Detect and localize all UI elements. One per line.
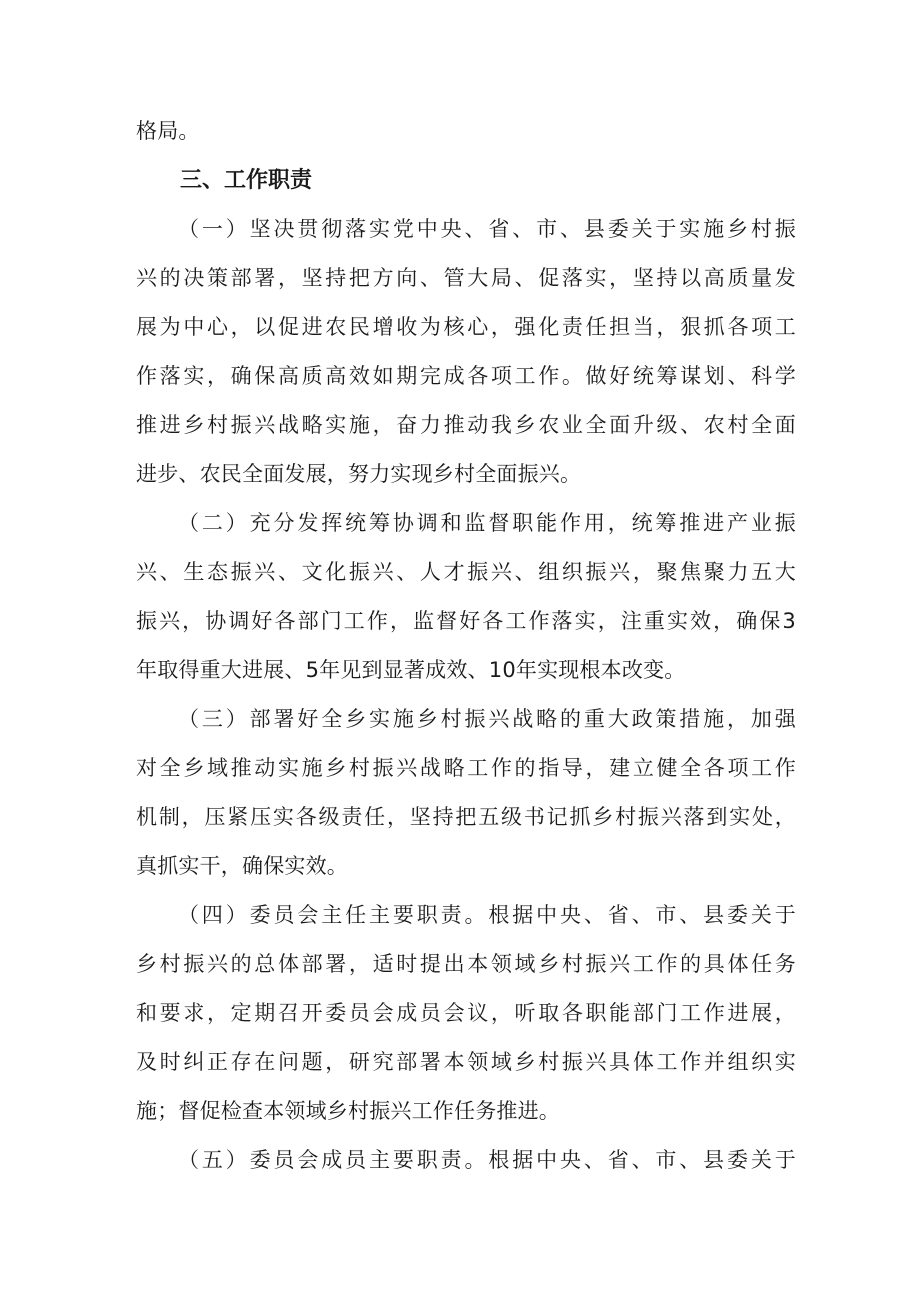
text-line: （三）部署好全乡实施乡村振兴战略的重大政策措施，加强 — [178, 707, 796, 731]
text-line: 格局。 — [136, 119, 200, 143]
text-line: 进步、农民全面发展，努力实现乡村全面振兴。 — [136, 462, 582, 486]
text-line: 和要求，定期召开委员会成员会议，听取各职能部门工作进展， — [136, 1001, 796, 1025]
text-line: 年取得重大进展、5年见到显著成效、10年实现根本改变。 — [136, 658, 686, 682]
text-line: 机制，压紧压实各级责任，坚持把五级书记抓乡村振兴落到实处， — [136, 805, 796, 829]
text-line: （四）委员会主任主要职责。根据中央、省、市、县委关于 — [178, 903, 796, 927]
text-line: （五）委员会成员主要职责。根据中央、省、市、县委关于 — [178, 1148, 796, 1172]
text-line: 乡村振兴的总体部署，适时提出本领域乡村振兴工作的具体任务 — [136, 952, 796, 976]
text-line: 振兴，协调好各部门工作，监督好各工作落实，注重实效，确保3 — [136, 609, 796, 633]
text-line: 施；督促检查本领域乡村振兴工作任务推进。 — [136, 1099, 560, 1123]
text-line: 推进乡村振兴战略实施，奋力推动我乡农业全面升级、农村全面 — [136, 413, 796, 437]
text-line: 兴、生态振兴、文化振兴、人才振兴、组织振兴，聚焦聚力五大 — [136, 560, 796, 584]
text-line: （二）充分发挥统筹协调和监督职能作用，统筹推进产业振 — [178, 511, 796, 535]
text-line: （一）坚决贯彻落实党中央、省、市、县委关于实施乡村振 — [178, 217, 796, 241]
section-heading: 三、工作职责 — [180, 168, 313, 193]
text-line: 作落实，确保高质高效如期完成各项工作。做好统筹谋划、科学 — [136, 364, 796, 388]
text-line: 及时纠正存在问题，研究部署本领域乡村振兴具体工作并组织实 — [136, 1050, 796, 1074]
text-line: 兴的决策部署，坚持把方向、管大局、促落实，坚持以高质量发 — [136, 266, 796, 290]
text-line: 展为中心，以促进农民增收为核心，强化责任担当，狠抓各项工 — [136, 315, 796, 339]
text-line: 真抓实干，确保实效。 — [136, 854, 348, 878]
text-line: 对全乡域推动实施乡村振兴战略工作的指导，建立健全各项工作 — [136, 756, 796, 780]
